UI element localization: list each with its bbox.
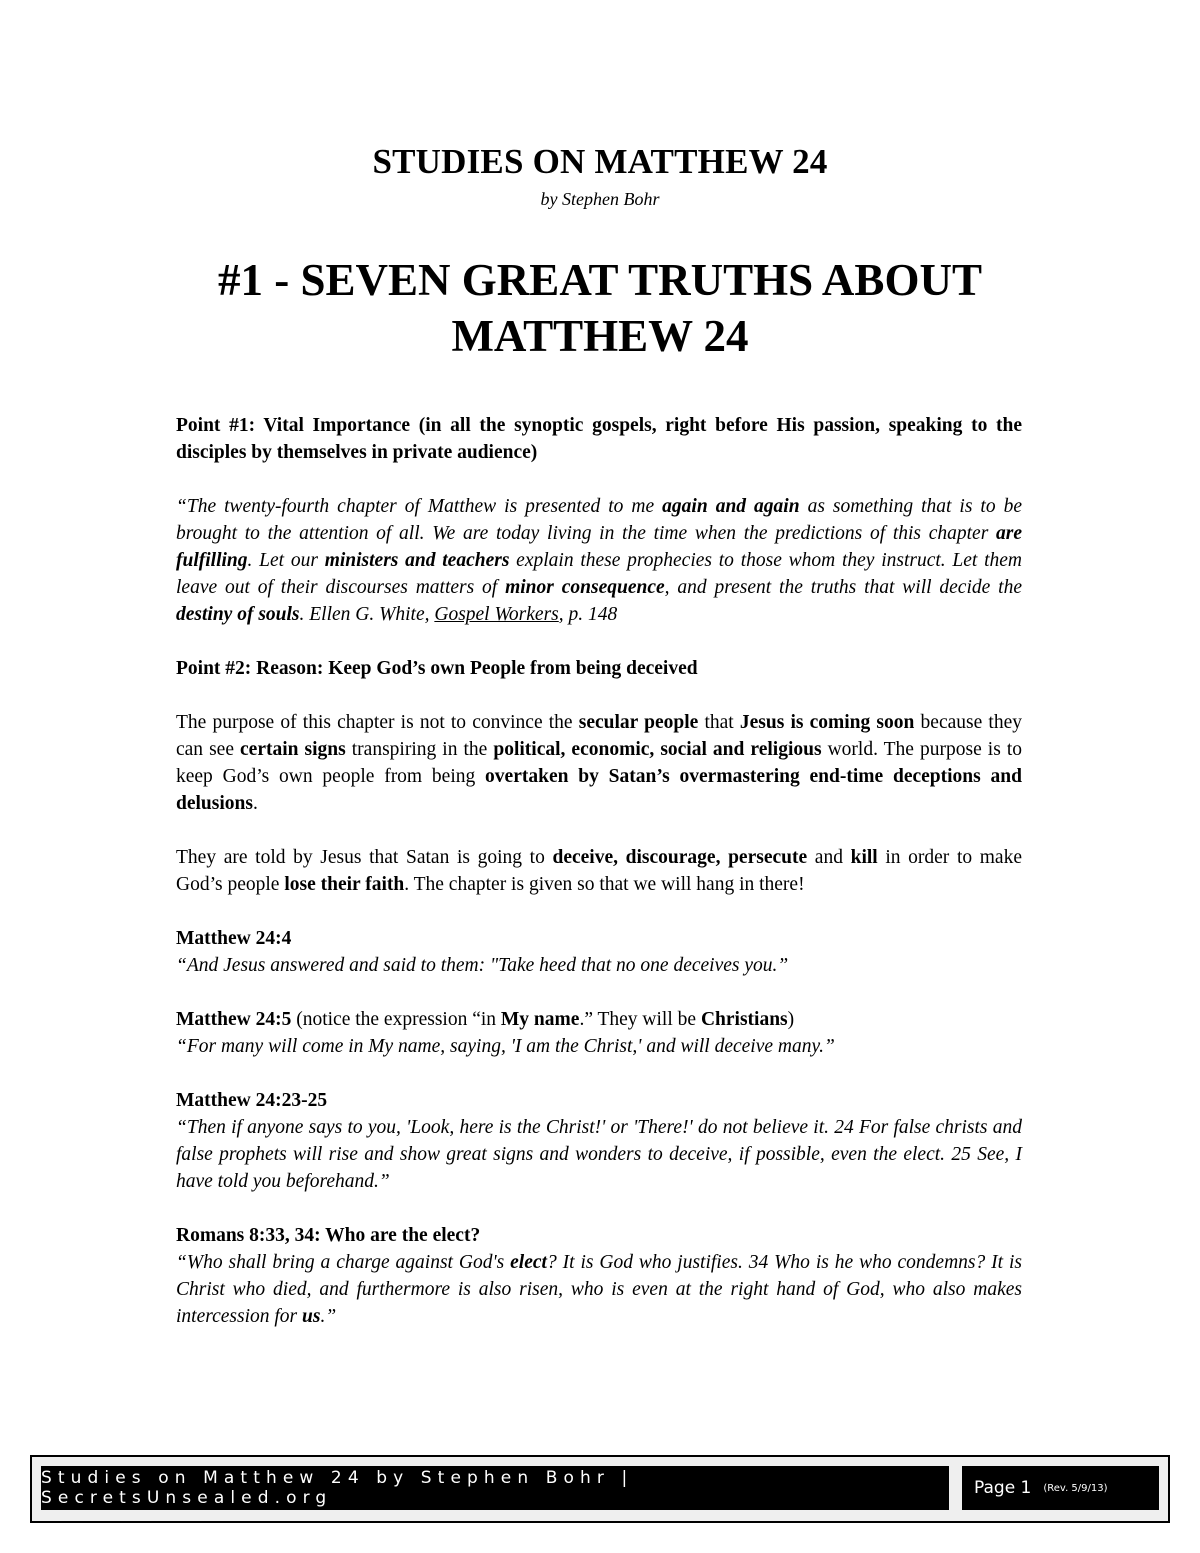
body-emphasis: secular people [578,712,699,733]
quote-emphasis: again and again [662,496,800,517]
lesson-title [0,252,1200,364]
body-text: . The chapter is given so that we will hang in there! [404,874,805,895]
body-emphasis: political, economic, social and religious [493,739,822,760]
body-text: that [698,712,740,733]
verse-text [176,1249,1022,1330]
verse-reference-with-question [176,1222,1022,1249]
body-text: because they can see [176,712,1022,760]
series-title: STUDIES ON MATTHEW 24 [372,142,828,181]
verse-note: (notice the expression “in [291,1009,501,1030]
body-text: in order to make God’s people [176,847,1022,895]
quote-emphasis: destiny of souls [176,604,300,625]
verse-text-part: ? It is God who justifies. 34 Who is he who condemns? It is Christ who died, and furthermore is also risen, who is even at the right hand of God, who also makes intercession for [176,1252,1022,1327]
quote-text: , p. 148 [558,604,618,625]
body-text: They are told by Jesus that Satan is going to [176,847,553,868]
page-footer [30,1455,1170,1523]
body-text: world. The purpose is to keep God’s own people from being [176,739,1022,787]
revision-date: (Rev. 5/9/13) [1043,1482,1108,1494]
verse-text-part: .” [320,1306,337,1327]
document-body [176,412,1022,1330]
quote-source-title: Gospel Workers [434,604,559,625]
verse-note: ) [787,1009,795,1030]
lesson-title-line-1: #1 - SEVEN GREAT TRUTHS ABOUT [218,255,982,305]
footer-series-credit: Studies on Matthew 24 by Stephen Bohr | SecretsUnsealed.org [41,1466,949,1510]
verse-note-emphasis: My name [500,1009,580,1030]
quote-emphasis: ministers and teachers [324,550,510,571]
quote-text: as something that is to be brought to the attention of all. We are today living in the time when the predictions of this chapter [176,496,1022,544]
verse-reference: Romans 8:33, 34 [176,1225,315,1246]
verse-reference: Matthew 24:4 [176,928,292,949]
body-text: The purpose of this chapter is not to convince the [176,712,579,733]
verse-emphasis: us [302,1306,321,1327]
point-1-quote [176,493,1022,628]
body-text: . [252,793,258,814]
verse-emphasis: elect [510,1252,547,1273]
lesson-title-line-2: MATTHEW 24 [451,311,749,361]
body-emphasis: overtaken by Satan’s overmastering end-time deceptions and delusions [176,766,1022,814]
body-emphasis: certain signs [240,739,346,760]
verse-text-part: “Who shall bring a charge against God's [176,1252,511,1273]
body-emphasis: kill [850,847,878,868]
verse-reference: Matthew 24:5 [176,1009,292,1030]
page-number: Page 1 [974,1478,1032,1498]
quote-text: explain these prophecies to those whom they instruct. Let them leave out of their discourses matters of [176,550,1023,598]
point-2-heading: Point #2: Reason: Keep God’s own People from being deceived [176,658,698,679]
body-text: transpiring in the [345,739,494,760]
verse-note-emphasis: Christians [700,1009,788,1030]
verse-text: “For many will come in My name, saying, 'I am the Christ,' and will deceive many.” [176,1036,835,1057]
quote-text: . Let our [247,550,325,571]
body-emphasis: deceive, discourage, persecute [552,847,808,868]
point-1-heading: Point #1: Vital Importance (in all the synoptic gospels, right before His passion, speaking to the disciples by themselves in private audience) [176,415,1022,463]
quote-text: “The twenty-fourth chapter of Matthew is presented to me [176,496,663,517]
body-emphasis: Jesus is coming soon [739,712,915,733]
verse-reference-with-note [176,1006,1022,1033]
body-text: and [807,847,851,868]
body-emphasis: lose their faith [284,874,405,895]
verse-note: .” They will be [579,1009,701,1030]
quote-text: , and present the truths that will decide the [664,577,1022,598]
quote-text: . Ellen G. White, [299,604,435,625]
verse-reference: Matthew 24:23-25 [176,1090,328,1111]
verse-text: “Then if anyone says to you, 'Look, here is the Christ!' or 'There!' do not believe it. 24 For false christs and false prophets will rise and show great signs and wonders to deceive, if possible, even the elect. 25 See, I have told you beforehand.” [176,1117,1022,1192]
verse-text: “And Jesus answered and said to them: "Take heed that no one deceives you.” [176,955,789,976]
author-byline: by Stephen Bohr [540,189,660,209]
point-2-paragraph-2 [176,844,1022,898]
quote-emphasis: minor consequence [505,577,665,598]
verse-question: : Who are the elect? [314,1225,481,1246]
point-2-paragraph-1 [176,709,1022,817]
quote-emphasis: are fulfilling [176,523,1022,571]
footer-page-info [962,1466,1159,1510]
